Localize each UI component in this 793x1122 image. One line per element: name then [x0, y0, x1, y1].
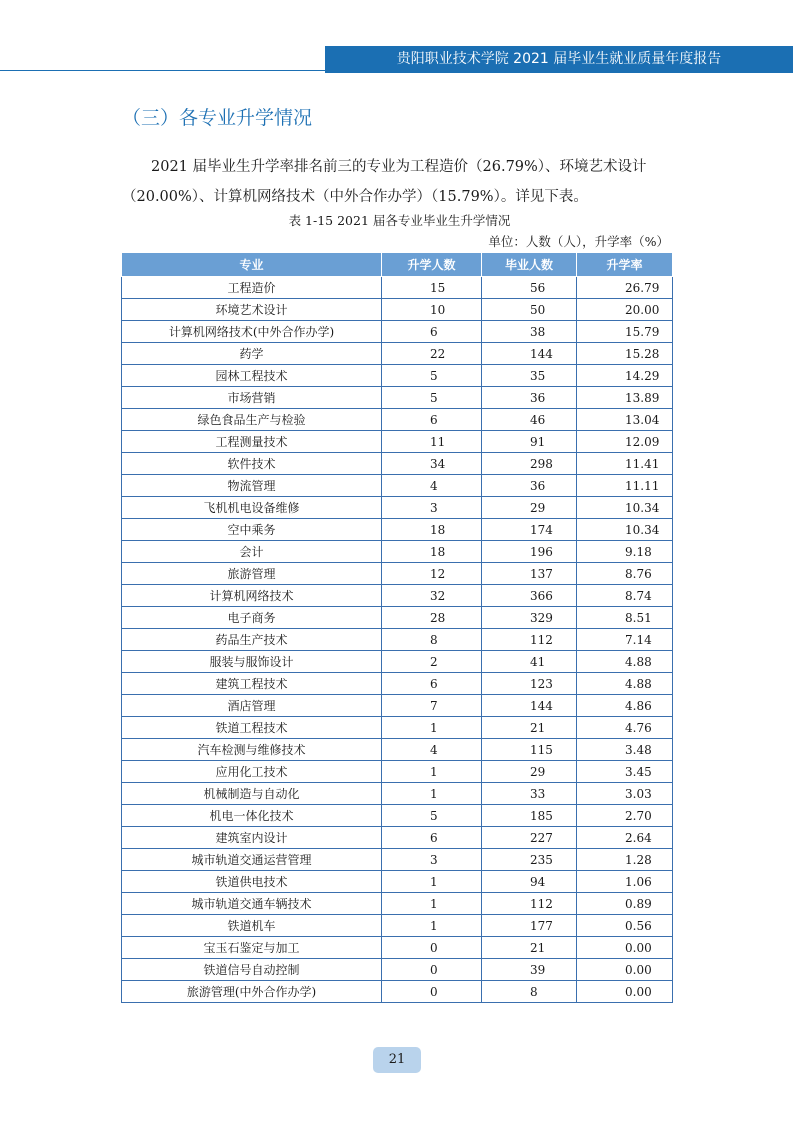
further-study-rate-cell: 4.88	[577, 651, 673, 673]
further-study-count-cell: 5	[382, 805, 482, 827]
graduate-count-cell: 33	[482, 783, 577, 805]
graduate-count-cell: 185	[482, 805, 577, 827]
table-row	[122, 783, 673, 805]
major-cell: 铁道机车	[122, 915, 382, 937]
graduate-count-cell: 329	[482, 607, 577, 629]
major-cell: 铁道工程技术	[122, 717, 382, 739]
further-study-rate-cell: 0.00	[577, 981, 673, 1003]
further-study-count-cell: 11	[382, 431, 482, 453]
major-cell: 绿色食品生产与检验	[122, 409, 382, 431]
further-study-rate-cell: 11.41	[577, 453, 673, 475]
major-cell: 旅游管理(中外合作办学)	[122, 981, 382, 1003]
further-study-rate-cell: 11.11	[577, 475, 673, 497]
graduate-count-cell: 56	[482, 277, 577, 299]
further-study-rate-cell: 0.00	[577, 937, 673, 959]
graduate-count-cell: 8	[482, 981, 577, 1003]
graduate-count-cell: 144	[482, 343, 577, 365]
major-cell: 园林工程技术	[122, 365, 382, 387]
graduate-count-cell: 41	[482, 651, 577, 673]
further-study-count-cell: 3	[382, 849, 482, 871]
table-row	[122, 915, 673, 937]
further-study-count-cell: 0	[382, 981, 482, 1003]
further-study-count-cell: 18	[382, 541, 482, 563]
graduate-count-cell: 177	[482, 915, 577, 937]
table-row	[122, 717, 673, 739]
table-row	[122, 519, 673, 541]
column-header-further-study-count: 升学人数	[382, 253, 482, 277]
further-study-rate-cell: 15.79	[577, 321, 673, 343]
further-study-count-cell: 7	[382, 695, 482, 717]
graduate-count-cell: 29	[482, 761, 577, 783]
major-cell: 铁道供电技术	[122, 871, 382, 893]
further-study-count-cell: 5	[382, 387, 482, 409]
graduate-count-cell: 36	[482, 387, 577, 409]
major-cell: 工程造价	[122, 277, 382, 299]
table-row	[122, 365, 673, 387]
further-study-rate-cell: 10.34	[577, 519, 673, 541]
graduate-count-cell: 227	[482, 827, 577, 849]
major-cell: 环境艺术设计	[122, 299, 382, 321]
graduate-count-cell: 366	[482, 585, 577, 607]
major-cell: 飞机机电设备维修	[122, 497, 382, 519]
graduate-count-cell: 112	[482, 893, 577, 915]
table-row	[122, 937, 673, 959]
graduate-count-cell: 91	[482, 431, 577, 453]
graduate-count-cell: 46	[482, 409, 577, 431]
table-row	[122, 497, 673, 519]
column-header-major: 专业	[122, 253, 382, 277]
graduate-count-cell: 123	[482, 673, 577, 695]
major-cell: 电子商务	[122, 607, 382, 629]
further-study-count-cell: 12	[382, 563, 482, 585]
major-cell: 建筑室内设计	[122, 827, 382, 849]
table-row	[122, 673, 673, 695]
further-study-rate-cell: 14.29	[577, 365, 673, 387]
major-cell: 会计	[122, 541, 382, 563]
further-study-count-cell: 0	[382, 959, 482, 981]
major-cell: 工程测量技术	[122, 431, 382, 453]
body-paragraph: 2021 届毕业生升学率排名前三的专业为工程造价（26.79%）、环境艺术设计（20.00%）、计算机网络技术（中外合作办学）（15.79%）。详见下表。	[122, 159, 647, 205]
graduate-count-cell: 112	[482, 629, 577, 651]
graduate-count-cell: 29	[482, 497, 577, 519]
further-study-rate-cell: 8.51	[577, 607, 673, 629]
report-header: 贵阳职业技术学院 2021 届毕业生就业质量年度报告	[325, 46, 793, 73]
graduate-count-cell: 235	[482, 849, 577, 871]
further-study-rate-cell: 13.89	[577, 387, 673, 409]
further-study-rate-cell: 0.00	[577, 959, 673, 981]
table-row	[122, 387, 673, 409]
table-row	[122, 431, 673, 453]
further-study-count-cell: 6	[382, 321, 482, 343]
graduate-count-cell: 35	[482, 365, 577, 387]
further-study-rate-cell: 1.28	[577, 849, 673, 871]
major-cell: 计算机网络技术(中外合作办学)	[122, 321, 382, 343]
table-row	[122, 585, 673, 607]
table-caption: 表 1-15 2021 届各专业毕业生升学情况	[288, 213, 511, 228]
table-row	[122, 893, 673, 915]
table-row	[122, 475, 673, 497]
further-study-rate-cell: 9.18	[577, 541, 673, 563]
header-rule	[0, 70, 325, 71]
further-study-rate-cell: 4.76	[577, 717, 673, 739]
graduate-count-cell: 38	[482, 321, 577, 343]
table-row	[122, 321, 673, 343]
major-cell: 机电一体化技术	[122, 805, 382, 827]
further-study-rate-cell: 26.79	[577, 277, 673, 299]
major-cell: 宝玉石鉴定与加工	[122, 937, 382, 959]
further-study-count-cell: 0	[382, 937, 482, 959]
further-study-count-cell: 10	[382, 299, 482, 321]
further-study-count-cell: 1	[382, 761, 482, 783]
major-cell: 铁道信号自动控制	[122, 959, 382, 981]
further-study-count-cell: 1	[382, 915, 482, 937]
further-study-rate-cell: 13.04	[577, 409, 673, 431]
further-study-count-cell: 4	[382, 475, 482, 497]
table-row	[122, 849, 673, 871]
major-cell: 汽车检测与维修技术	[122, 739, 382, 761]
table-row	[122, 695, 673, 717]
further-study-rate-cell: 0.56	[577, 915, 673, 937]
further-study-rate-cell: 8.74	[577, 585, 673, 607]
major-cell: 空中乘务	[122, 519, 382, 541]
table-row	[122, 563, 673, 585]
major-cell: 市场营销	[122, 387, 382, 409]
major-cell: 应用化工技术	[122, 761, 382, 783]
further-study-count-cell: 8	[382, 629, 482, 651]
further-study-count-cell: 1	[382, 783, 482, 805]
table-row	[122, 761, 673, 783]
further-study-rate-cell: 20.00	[577, 299, 673, 321]
graduate-count-cell: 39	[482, 959, 577, 981]
graduate-count-cell: 21	[482, 717, 577, 739]
graduate-count-cell: 50	[482, 299, 577, 321]
table-row	[122, 343, 673, 365]
further-study-count-cell: 6	[382, 827, 482, 849]
table-row	[122, 981, 673, 1003]
major-cell: 物流管理	[122, 475, 382, 497]
graduate-count-cell: 94	[482, 871, 577, 893]
table-row	[122, 827, 673, 849]
further-study-count-cell: 32	[382, 585, 482, 607]
table-header-row	[122, 253, 673, 277]
further-study-rate-cell: 7.14	[577, 629, 673, 651]
further-study-count-cell: 1	[382, 893, 482, 915]
further-study-count-cell: 15	[382, 277, 482, 299]
further-study-rate-cell: 3.45	[577, 761, 673, 783]
further-study-rate-cell: 4.86	[577, 695, 673, 717]
table-unit-note: 单位：人数（人），升学率（%）	[488, 234, 669, 249]
major-cell: 旅游管理	[122, 563, 382, 585]
table-row	[122, 871, 673, 893]
further-study-rate-cell: 2.70	[577, 805, 673, 827]
graduate-count-cell: 144	[482, 695, 577, 717]
further-study-count-cell: 34	[382, 453, 482, 475]
graduate-count-cell: 21	[482, 937, 577, 959]
column-header-graduate-count: 毕业人数	[482, 253, 577, 277]
major-cell: 药学	[122, 343, 382, 365]
major-cell: 城市轨道交通车辆技术	[122, 893, 382, 915]
further-study-count-cell: 4	[382, 739, 482, 761]
graduate-count-cell: 298	[482, 453, 577, 475]
major-cell: 药品生产技术	[122, 629, 382, 651]
major-cell: 机械制造与自动化	[122, 783, 382, 805]
further-study-count-cell: 1	[382, 871, 482, 893]
table-row	[122, 453, 673, 475]
table-body	[122, 277, 673, 1003]
further-study-count-cell: 22	[382, 343, 482, 365]
major-cell: 城市轨道交通运营管理	[122, 849, 382, 871]
graduate-count-cell: 174	[482, 519, 577, 541]
page-number: 21	[373, 1047, 421, 1073]
further-study-rate-cell: 0.89	[577, 893, 673, 915]
further-study-rate-cell: 10.34	[577, 497, 673, 519]
further-study-count-cell: 3	[382, 497, 482, 519]
graduate-count-cell: 137	[482, 563, 577, 585]
table-row	[122, 541, 673, 563]
table-row	[122, 277, 673, 299]
graduate-count-cell: 196	[482, 541, 577, 563]
table-row	[122, 299, 673, 321]
further-study-rate-cell: 3.48	[577, 739, 673, 761]
further-study-rate-cell: 2.64	[577, 827, 673, 849]
table-row	[122, 607, 673, 629]
major-cell: 软件技术	[122, 453, 382, 475]
further-study-rate-cell: 8.76	[577, 563, 673, 585]
further-study-count-cell: 2	[382, 651, 482, 673]
major-cell: 服装与服饰设计	[122, 651, 382, 673]
further-study-rate-cell: 1.06	[577, 871, 673, 893]
table-row	[122, 959, 673, 981]
further-study-count-cell: 28	[382, 607, 482, 629]
graduate-count-cell: 36	[482, 475, 577, 497]
major-cell: 计算机网络技术	[122, 585, 382, 607]
table-row	[122, 739, 673, 761]
further-study-count-cell: 5	[382, 365, 482, 387]
table-row	[122, 651, 673, 673]
further-study-count-cell: 1	[382, 717, 482, 739]
table-row	[122, 629, 673, 651]
further-study-count-cell: 6	[382, 673, 482, 695]
enrollment-table	[121, 252, 673, 1003]
further-study-count-cell: 18	[382, 519, 482, 541]
major-cell: 酒店管理	[122, 695, 382, 717]
further-study-rate-cell: 12.09	[577, 431, 673, 453]
column-header-further-study-rate: 升学率	[577, 253, 673, 277]
graduate-count-cell: 115	[482, 739, 577, 761]
further-study-rate-cell: 15.28	[577, 343, 673, 365]
further-study-rate-cell: 3.03	[577, 783, 673, 805]
major-cell: 建筑工程技术	[122, 673, 382, 695]
further-study-count-cell: 6	[382, 409, 482, 431]
table-row	[122, 805, 673, 827]
section-title: （三）各专业升学情况	[122, 107, 313, 129]
table-row	[122, 409, 673, 431]
further-study-rate-cell: 4.88	[577, 673, 673, 695]
